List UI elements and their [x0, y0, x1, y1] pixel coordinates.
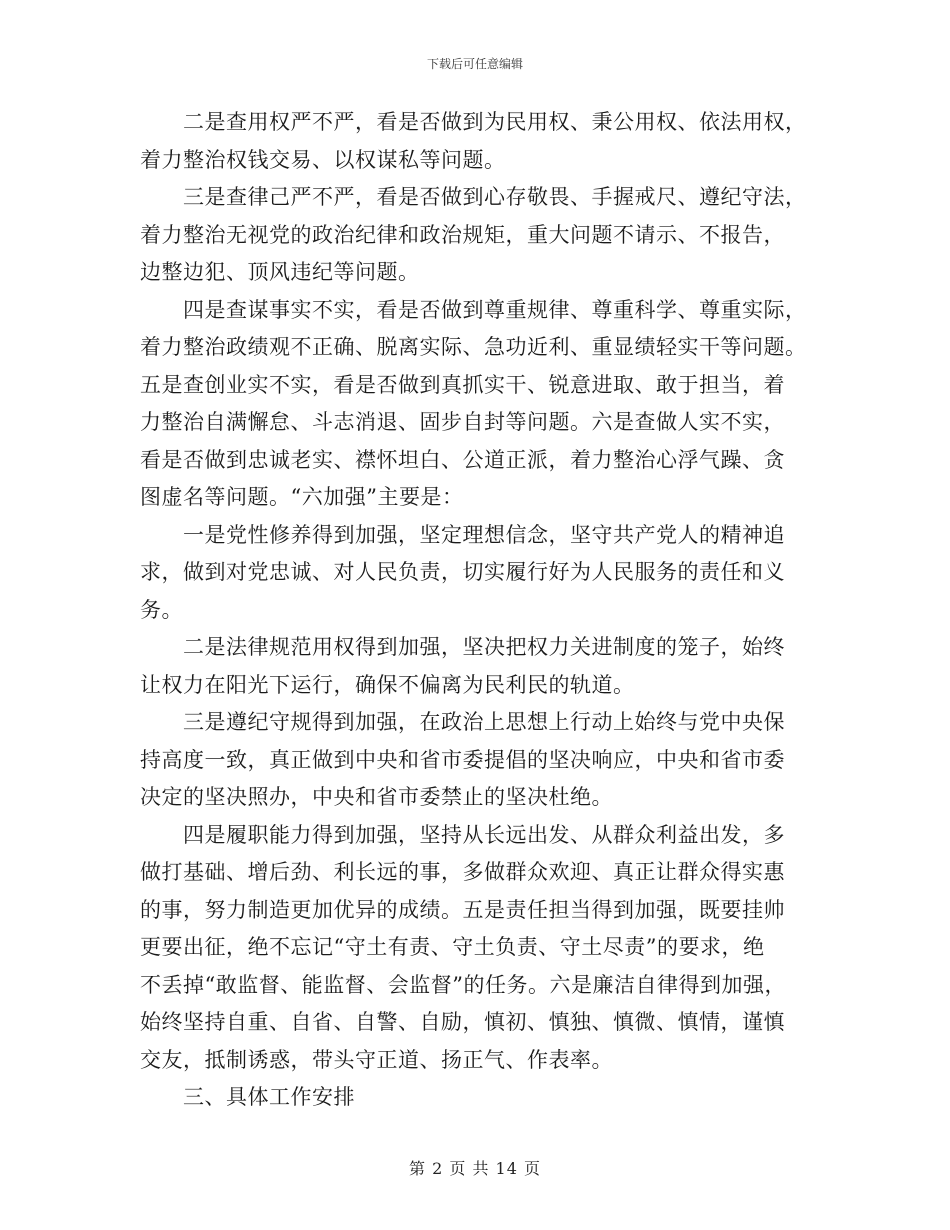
- text-line: 着力整治权钱交易、以权谋私等问题。: [140, 147, 506, 172]
- text-line: 着力整治政绩观不正确、脱离实际、急功近利、重显绩轻实干等问题。: [140, 335, 807, 359]
- section-heading: 三、具体工作安排: [140, 1085, 355, 1109]
- text-line: 二是查用权严不严，看是否做到为民用权、秉公用权、依法用权，: [140, 110, 807, 134]
- text-line: 四是查谋事实不实，看是否做到尊重规律、尊重科学、尊重实际，: [140, 297, 807, 322]
- page-header: 下载后可任意编辑: [426, 57, 523, 71]
- text-line: 持高度一致，真正做到中央和省市委提倡的坚决响应，中央和省市委: [140, 747, 785, 772]
- text-line: 五是查创业实不实，看是否做到真抓实干、锐意进取、敢于担当，着: [140, 372, 785, 397]
- text-line: 看是否做到忠诚老实、襟怀坦白、公道正派，着力整治心浮气躁、贪: [140, 447, 785, 472]
- page-footer: 第 2 页 共 14 页: [409, 1159, 541, 1178]
- text-line: 二是法律规范用权得到加强，坚决把权力关进制度的笼子，始终: [140, 635, 785, 659]
- text-line: 始终坚持自重、自省、自警、自励，慎初、慎独、慎微、慎情，谨慎: [140, 1010, 785, 1034]
- text-line: 力整治自满懈怠、斗志消退、固步自封等问题。六是查做人实不实，: [140, 410, 785, 434]
- text-line: 务。: [140, 597, 183, 622]
- text-line: 一是党性修养得到加强，坚定理想信念，坚守共产党人的精神追: [140, 522, 785, 547]
- text-line: 着力整治无视党的政治纪律和政治规矩，重大问题不请示、不报告，: [140, 222, 785, 247]
- text-line: 不丢掉“敢监督、能监督、会监督”的任务。六是廉洁自律得到加强，: [140, 972, 786, 997]
- text-line: 决定的坚决照办，中央和省市委禁止的坚决杜绝。: [140, 785, 613, 809]
- text-line: 边整边犯、顶风违纪等问题。: [140, 260, 420, 284]
- document-body: [140, 104, 810, 1117]
- text-line: 交友，抵制诱惑，带头守正道、扬正气、作表率。: [140, 1047, 613, 1072]
- text-line: 更要出征，绝不忘记“守土有责、守土负责、守土尽责”的要求，绝: [140, 935, 765, 959]
- text-line: 的事，努力制造更加优异的成绩。五是责任担当得到加强，既要挂帅: [140, 897, 785, 922]
- text-line: 四是履职能力得到加强，坚持从长远出发、从群众利益出发，多: [140, 822, 785, 847]
- text-line: 图虚名等问题。“六加强”主要是：: [140, 485, 464, 509]
- text-line: 求，做到对党忠诚、对人民负责，切实履行好为人民服务的责任和义: [140, 560, 785, 584]
- text-line: 做打基础、增后劲、利长远的事，多做群众欢迎、真正让群众得实惠: [140, 860, 785, 884]
- text-line: 三是查律己严不严，看是否做到心存敬畏、手握戒尺、遵纪守法，: [140, 185, 807, 209]
- text-line: 三是遵纪守规得到加强，在政治上思想上行动上始终与党中央保: [140, 710, 785, 734]
- text-line: 让权力在阳光下运行，确保不偏离为民利民的轨道。: [140, 672, 635, 697]
